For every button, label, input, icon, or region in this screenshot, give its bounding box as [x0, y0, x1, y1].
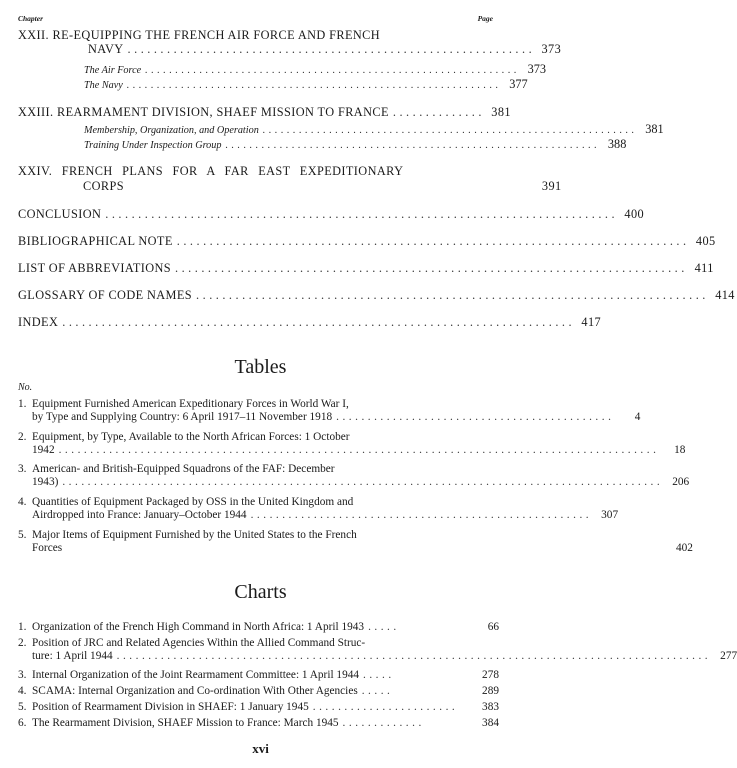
- leader-dots: ..............................................................................: [105, 207, 619, 221]
- toc-back-page: 417: [581, 315, 602, 329]
- leader-dots: ..............................................................: [145, 65, 521, 76]
- leader-space: [66, 542, 667, 555]
- chart-list-item: [18, 717, 499, 730]
- toc-sub-page: 388: [607, 137, 627, 151]
- tables-heading: Tables: [234, 356, 287, 378]
- item-text-line1: SCAMA: Internal Organization and Co-ordination With Other Agencies: [32, 685, 358, 697]
- page-column-label: Page: [477, 14, 493, 23]
- tables-no-label: No.: [18, 382, 33, 393]
- leader-dots: ..............................................................................: [175, 261, 688, 275]
- table-list-item: [18, 463, 690, 490]
- leader-dots: .............: [342, 717, 425, 729]
- toc-ch22-sub2: [84, 77, 528, 92]
- item-text-line1: Equipment, by Type, Available to the North African Forces: 1 October: [32, 431, 350, 443]
- table-list-item: [18, 431, 686, 458]
- toc-ch22-sub1: [84, 62, 547, 77]
- item-text-line2: 1942: [32, 444, 55, 457]
- item-text-line2: by Type and Supplying Country: 6 April 1917–11 November 1918: [32, 411, 333, 424]
- item-page: 66: [487, 621, 499, 633]
- chart-list-item: [18, 621, 499, 634]
- item-text-line1: Internal Organization of the Joint Rearmament Committee: 1 April 1944: [32, 669, 360, 681]
- toc-ch23-sub1: [84, 122, 664, 137]
- item-number: 1.: [18, 621, 27, 633]
- charts-heading: Charts: [234, 581, 287, 603]
- leader-dots: ..............................................................: [126, 80, 502, 91]
- toc-ch22-row: [88, 42, 562, 56]
- leader-dots: ..............................................................: [127, 42, 536, 56]
- item-number: 2.: [18, 431, 27, 443]
- toc-ch23-sub2: [84, 137, 627, 152]
- toc-sub-label: Training Under Inspection Group: [84, 140, 222, 151]
- table-list-item: [18, 398, 641, 425]
- page-number: xvi: [252, 741, 269, 756]
- item-text-line2: Forces: [32, 542, 63, 555]
- toc-ch22-title-line2: NAVY: [88, 42, 124, 56]
- item-text-line2: 1943): [32, 476, 59, 489]
- item-number: 5.: [18, 529, 27, 541]
- item-number: 4.: [18, 496, 27, 508]
- toc-ch22-title-line1: XXII. RE-EQUIPPING THE FRENCH AIR FORCE AND FRENCH: [18, 28, 381, 42]
- leader-dots: ..............................................................................: [196, 288, 709, 302]
- toc-back-abbreviations: [18, 261, 714, 275]
- toc-ch23-page: 381: [491, 105, 511, 119]
- toc-ch24-row: [83, 179, 562, 193]
- table-list-item: [18, 529, 693, 556]
- chart-list-item: [18, 669, 499, 682]
- toc-back-index: [18, 315, 602, 329]
- item-page: 278: [482, 669, 499, 681]
- item-page: 18: [674, 444, 686, 457]
- toc-ch24-page: 391: [541, 179, 562, 193]
- leader-dots: .....: [361, 685, 394, 697]
- item-page: 402: [675, 542, 693, 555]
- toc-ch23-title: XXIII. REARMAMENT DIVISION, SHAEF MISSION TO FRANCE: [18, 105, 389, 119]
- toc-sub-page: 377: [509, 77, 528, 91]
- item-text-line1: Position of JRC and Related Agencies Within the Allied Command Struc-: [32, 637, 366, 649]
- toc-back-label: BIBLIOGRAPHICAL NOTE: [18, 234, 173, 248]
- toc-sub-page: 381: [645, 122, 664, 136]
- toc-sub-label: The Air Force: [84, 65, 142, 76]
- chart-list-item: [18, 637, 737, 664]
- toc-back-label: GLOSSARY OF CODE NAMES: [18, 288, 193, 302]
- toc-sub-label: The Navy: [84, 80, 123, 91]
- toc-back-label: INDEX: [18, 315, 59, 329]
- item-page: 289: [482, 685, 499, 697]
- toc-sub-label: Membership, Organization, and Operation: [84, 125, 259, 136]
- leader-dots: ..............................................................................: [62, 315, 576, 329]
- leader-space: [128, 180, 536, 193]
- item-page: 277: [720, 650, 737, 663]
- toc-back-page: 414: [715, 288, 735, 302]
- item-page: 383: [482, 701, 499, 713]
- chart-list-item: [18, 685, 499, 698]
- toc-back-glossary: [18, 288, 735, 302]
- leader-dots: ..............................................................................: [176, 234, 690, 248]
- leader-dots: ..............................................................: [225, 140, 601, 151]
- table-list-item: [18, 496, 619, 523]
- leader-dots: ..............................................................: [262, 125, 638, 136]
- toc-back-label: LIST OF ABBREVIATIONS: [18, 261, 172, 275]
- leader-dots: .......................: [312, 701, 459, 713]
- item-number: 5.: [18, 701, 27, 713]
- toc-ch22-page: 373: [541, 42, 562, 56]
- item-text-line1: Quantities of Equipment Packaged by OSS in the United Kingdom and: [32, 496, 354, 508]
- item-text-line1: Major Items of Equipment Furnished by the United States to the French: [32, 529, 357, 541]
- item-number: 2.: [18, 637, 27, 649]
- item-page: 307: [601, 509, 619, 522]
- toc-back-bibliography: [18, 234, 716, 248]
- item-text-line1: American- and British-Equipped Squadrons of the FAF: December: [32, 463, 335, 475]
- leader-dots: ...............................................................................................: [58, 444, 660, 457]
- chapter-column-label: Chapter: [18, 14, 44, 23]
- toc-ch24-title-line2: CORPS: [83, 179, 124, 193]
- item-number: 6.: [18, 717, 27, 729]
- leader-dots: ...............................................................................................: [62, 476, 664, 489]
- toc-back-page: 411: [694, 261, 714, 275]
- toc-back-conclusion: [18, 207, 645, 221]
- item-page: 384: [482, 717, 499, 729]
- item-page: 4: [634, 411, 641, 424]
- toc-sub-page: 373: [527, 62, 547, 76]
- leader-dots: ............................................: [336, 411, 615, 424]
- item-page: 206: [672, 476, 690, 489]
- item-text-line1: The Rearmament Division, SHAEF Mission to France: March 1945: [32, 717, 339, 729]
- item-text-line2: ture: 1 April 1944: [32, 650, 113, 663]
- item-text-line1: Equipment Furnished American Expeditionary Forces in World War I,: [32, 398, 349, 410]
- item-text-line1: Organization of the French High Command in North Africa: 1 April 1943: [32, 621, 365, 633]
- toc-back-page: 405: [695, 234, 716, 248]
- item-number: 1.: [18, 398, 27, 410]
- leader-dots: ..............: [392, 105, 485, 119]
- item-number: 4.: [18, 685, 27, 697]
- leader-dots: ..............................................................................................: [116, 650, 712, 663]
- item-text-line1: Position of Rearmament Division in SHAEF: 1 January 1945: [32, 701, 309, 713]
- toc-back-label: CONCLUSION: [18, 207, 102, 221]
- toc-ch23-row: [18, 105, 511, 119]
- leader-dots: ......................................................: [250, 509, 593, 522]
- item-number: 3.: [18, 463, 27, 475]
- leader-dots: .....: [368, 621, 400, 633]
- toc-back-page: 400: [624, 207, 645, 221]
- toc-ch24-title-line1: XXIV. FRENCH PLANS FOR A FAR EAST EXPEDITIONARY: [18, 164, 404, 178]
- item-text-line2: Airdropped into France: January–October 1944: [32, 509, 247, 522]
- item-number: 3.: [18, 669, 27, 681]
- leader-dots: .....: [363, 669, 395, 681]
- chart-list-item: [18, 701, 499, 714]
